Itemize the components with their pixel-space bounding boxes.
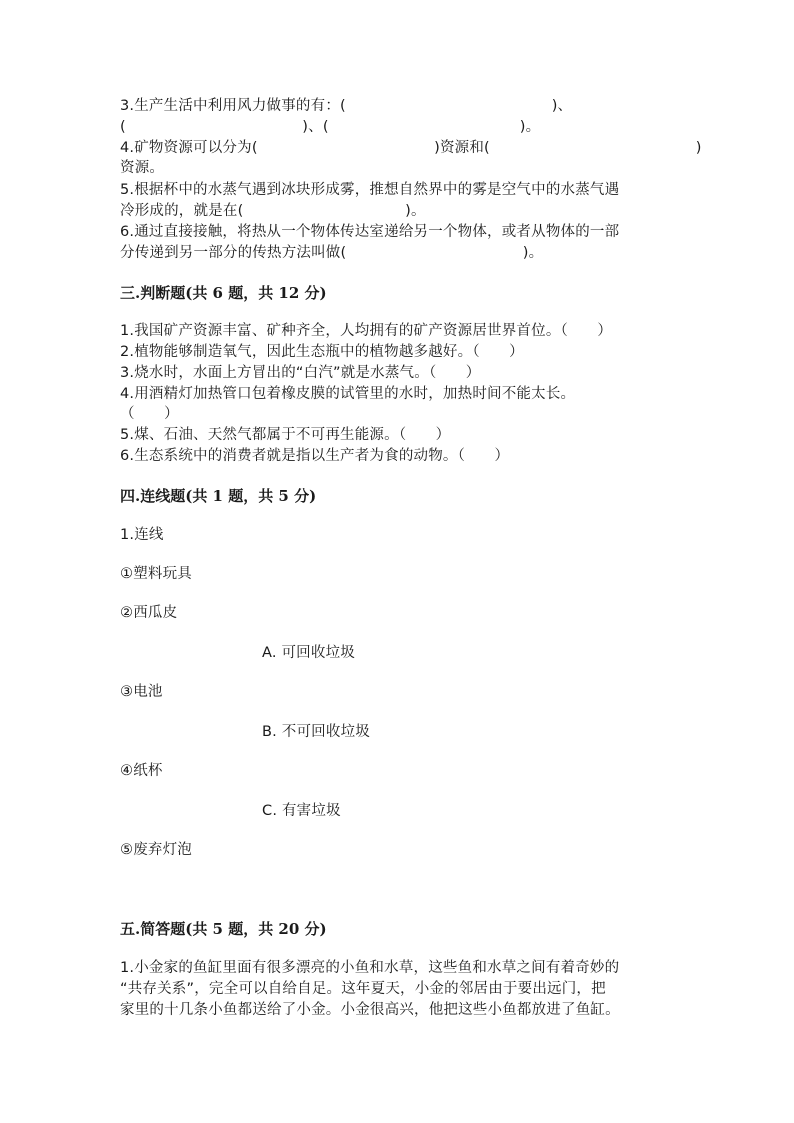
matching-right-a: A. 可回收垃圾 [262,645,355,661]
matching-right-b: B. 不可回收垃圾 [262,724,370,740]
short-answer-line-2: “共存关系”，完全可以自给自足。这年夏天，小金的邻居由于要出远门，把 [120,981,606,997]
fill-q4-line2: 资源。 [120,160,165,176]
fill-q5-line1: 5.根据杯中的水蒸气遇到冰块形成雾，推想自然界中的雾是空气中的水蒸气遇 [120,182,620,198]
fill-q3-line1: 3.生产生活中利用风力做事的有：( )、 [120,98,573,114]
fill-q6-line1: 6.通过直接接触，将热从一个物体传达室递给另一个物体，或者从物体的一部 [120,224,620,240]
matching-left-5: ⑤废弃灯泡 [120,842,192,858]
section3-title: 三.判断题(共 6 题，共 12 分) [120,284,327,302]
fill-q4-line1: 4.矿物资源可以分为( )资源和( ) [120,140,702,156]
matching-question: 1.连线 [120,527,164,543]
short-answer-line-1: 1.小金家的鱼缸里面有很多漂亮的小鱼和水草，这些鱼和水草之间有着奇妙的 [120,960,620,976]
fill-q5-line2: 冷形成的，就是在( )。 [120,203,426,219]
matching-left-1: ①塑料玩具 [120,566,192,582]
section5-title: 五.简答题(共 5 题，共 20 分) [120,920,327,938]
fill-q3-line2: ( )、( )。 [120,119,541,135]
short-answer-line-3: 家里的十几条小鱼都送给了小金。小金很高兴，他把这些小鱼都放进了鱼缸。 [120,1002,620,1018]
matching-right-c: C. 有害垃圾 [262,803,341,819]
judge-item-4: 4.用酒精灯加热管口包着橡皮膜的试管里的水时，加热时间不能太长。 [120,386,576,402]
judge-item-5: 5.煤、石油、天然气都属于不可再生能源。（ ） [120,427,451,443]
judge-item-2: 2.植物能够制造氧气，因此生态瓶中的植物越多越好。（ ） [120,344,524,360]
matching-left-3: ③电池 [120,684,163,700]
matching-left-2: ②西瓜皮 [120,605,178,621]
fill-q6-line2: 分传递到另一部分的传热方法叫做( )。 [120,245,544,261]
judge-item-4-bracket: （ ） [120,406,179,422]
judge-item-1: 1.我国矿产资源丰富、矿种齐全，人均拥有的矿产资源居世界首位。（ ） [120,323,613,339]
section4-title: 四.连线题(共 1 题，共 5 分) [120,487,317,505]
matching-left-4: ④纸杯 [120,763,163,779]
judge-item-3: 3.烧水时，水面上方冒出的“白汽”就是水蒸气。（ ） [120,365,481,381]
judge-item-6: 6.生态系统中的消费者就是指以生产者为食的动物。（ ） [120,448,510,464]
